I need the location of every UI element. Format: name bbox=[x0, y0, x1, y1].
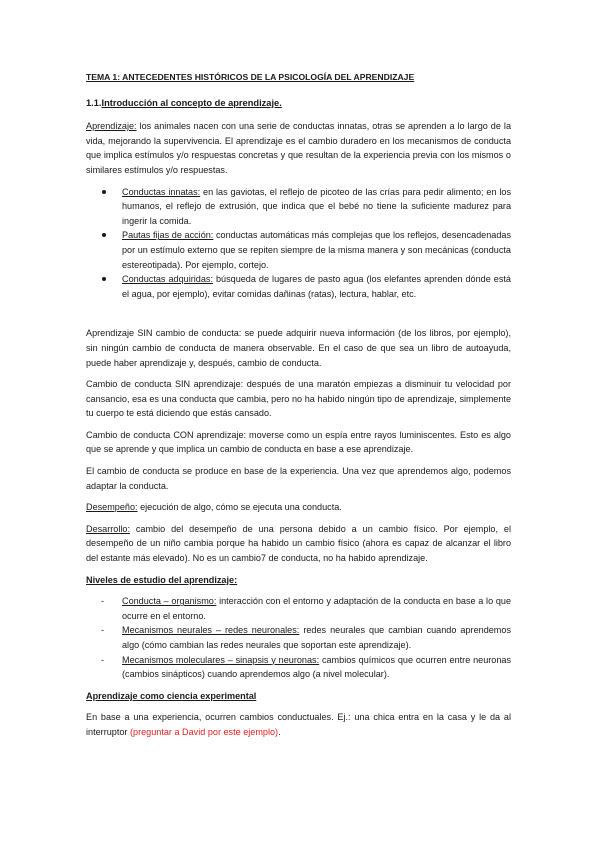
desempeno-paragraph bbox=[86, 500, 511, 515]
section-label: Introducción al concepto de aprendizaje. bbox=[101, 97, 282, 108]
dash-icon: - bbox=[101, 596, 105, 607]
experimental-text: En base a una experiencia, ocurren cambios conductuales. Ej.: una chica entra en la casa y le da al interruptor bbox=[86, 712, 511, 737]
list-item-term: Mecanismos moleculares – sinapsis y neuronas: bbox=[122, 654, 320, 665]
list-item-term: Conducta – organismo: bbox=[122, 596, 217, 607]
experimental-heading: Aprendizaje como ciencia experimental bbox=[86, 690, 257, 701]
desempeno-term: Desempeño: bbox=[86, 502, 138, 513]
aprendizaje-paragraph bbox=[86, 119, 511, 177]
paragraph-experiencia: El cambio de conducta se produce en base de la experiencia. Una vez que aprendemos algo, podemos adaptar la conducta. bbox=[86, 466, 511, 491]
desarrollo-paragraph bbox=[86, 522, 511, 566]
spacer bbox=[86, 308, 511, 326]
desempeno-text: ejecución de algo, cómo se ejecuta una conducta. bbox=[137, 502, 342, 513]
document-title: TEMA 1: ANTECEDENTES HISTÓRICOS DE LA PSICOLOGÍA DEL APRENDIZAJE bbox=[86, 72, 415, 82]
experimental-note: (preguntar a David por este ejemplo) bbox=[129, 726, 279, 737]
section-heading bbox=[86, 96, 511, 111]
list-item-term: Mecanismos neurales – redes neuronales: bbox=[122, 625, 300, 636]
list-item-text: en las gaviotas, el reflejo de picoteo de las crías para pedir alimento; en los humanos, el reflejo de extrusión, que indica que el bebé no tiene la suficiente madurez para ingerir la comida. bbox=[122, 186, 511, 226]
list-item-term: Conductas innatas: bbox=[122, 186, 201, 197]
niveles-list bbox=[86, 594, 511, 682]
list-item bbox=[101, 623, 511, 652]
list-item-text: redes neurales que cambian cuando aprendemos algo (cómo cambian las redes neurales que soportan este aprendizaje). bbox=[122, 625, 511, 650]
conductas-list bbox=[86, 185, 511, 302]
bullet-icon bbox=[102, 277, 106, 281]
bullet-icon bbox=[102, 233, 106, 237]
list-item bbox=[122, 185, 511, 229]
aprendizaje-text: los animales nacen con una serie de conductas innatas, otras se aprenden a lo largo de la vida, mejorando la supervivencia. El aprendizaje es el cambio duradero en los mecanismos de conducta que implica estímulos y/o respuestas concretas y que resultan de la experiencia previa con los mismos o similares estímulos y/o respuestas. bbox=[86, 121, 511, 175]
paragraph-cambio-con: Cambio de conducta CON aprendizaje: moverse como un espía entre rayos luminiscentes. Esto es algo que se aprende y que implica un cambio de conducta en base a ese aprendizaje. bbox=[86, 429, 511, 455]
desarrollo-term: Desarrollo: bbox=[86, 523, 130, 534]
dash-icon: - bbox=[101, 654, 105, 665]
list-item bbox=[101, 594, 511, 623]
list-item-text: búsqueda de lugares de pasto agua (los elefantes aprenden dónde está el agua, por ejemplo), evitar comidas dañinas (ratas), lectura, hablar, etc. bbox=[122, 274, 511, 299]
list-item-term: Conductas adquiridas: bbox=[122, 274, 213, 285]
list-item bbox=[122, 272, 511, 301]
experimental-paragraph bbox=[86, 710, 511, 739]
paragraph-sin-cambio: Aprendizaje SIN cambio de conducta: se puede adquirir nueva información (de los libros, por ejemplo), sin ningún cambio de conducta de manera observable. En el caso de que sea un libro de autoayuda, puede haber aprendizaje y, después, cambio de conducta. bbox=[86, 328, 511, 368]
list-item-text: cambios químicos que ocurren entre neuronas (cambios sinápticos) cuando aprendemos algo (a nivel molecular). bbox=[122, 654, 511, 680]
bullet-icon bbox=[102, 190, 106, 194]
list-item-text: conductas automáticas más complejas que los reflejos, desencadenadas por un estímulo externo que se repiten siempre de la misma manera y son mecánicas (conducta estereotipada). Por ejemplo, cortejo. bbox=[122, 230, 511, 270]
aprendizaje-term: Aprendizaje: bbox=[86, 121, 137, 132]
list-item-term: Pautas fijas de acción: bbox=[122, 230, 214, 241]
experimental-end: . bbox=[278, 726, 281, 737]
section-number: 1.1. bbox=[86, 97, 102, 108]
niveles-heading: Niveles de estudio del aprendizaje: bbox=[86, 574, 238, 585]
list-item bbox=[122, 228, 511, 272]
list-item-text: interacción con el entorno y adaptación de la conducta en base a lo que ocurre en el entorno. bbox=[122, 596, 511, 621]
desarrollo-text: cambio del desempeño de una persona debido a un cambio físico. Por ejemplo, el desempeño de un niño cambia porque ha habido un cambio físico (ahora es capaz de alcanzar el libro del estante más elevado). No es un cambio7 de conducta, no ha habido aprendizaje. bbox=[86, 523, 511, 564]
dash-icon: - bbox=[101, 625, 105, 636]
paragraph-cambio-sin: Cambio de conducta SIN aprendizaje: después de una maratón empiezas a disminuir tu velocidad por cansancio, esa es una conducta que cambia, pero no ha habido ningún tipo de aprendizaje, simplemente tu cuerpo te está diciendo que estás cansado. bbox=[86, 379, 511, 419]
list-item bbox=[101, 653, 511, 682]
